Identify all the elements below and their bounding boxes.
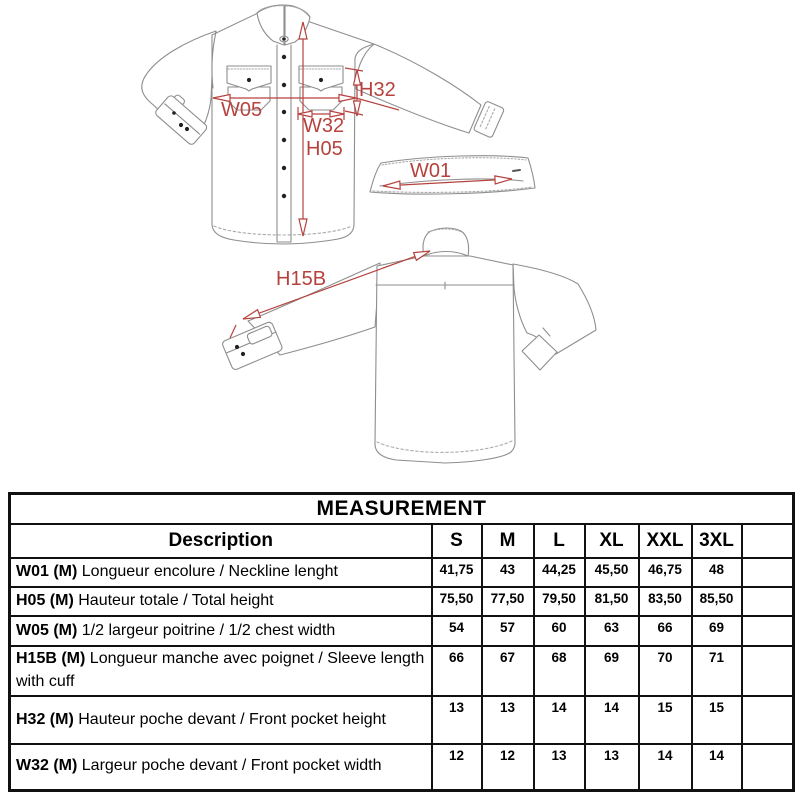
dim-label-h32: H32 — [359, 79, 396, 101]
value-cell: 14 — [534, 696, 585, 744]
collar-button — [282, 37, 286, 41]
row-description — [10, 587, 432, 616]
row-description — [10, 616, 432, 646]
shirt-back-view — [221, 228, 596, 463]
collar-buttonhole — [513, 170, 520, 171]
value-cell: 13 — [585, 744, 639, 790]
value-cell: 44,25 — [534, 558, 585, 587]
measurement-table — [8, 492, 795, 792]
measure-desc: Longueur encolure / Neckline lenght — [81, 563, 338, 581]
value-cell: 45,50 — [585, 558, 639, 587]
back-right-sleeve — [513, 264, 596, 354]
value-cell: 12 — [482, 744, 534, 790]
empty-cell — [742, 696, 794, 744]
cuff-button — [179, 123, 183, 127]
value-cell: 15 — [692, 696, 742, 744]
measure-code: H32 (M) — [16, 710, 74, 728]
empty-cell — [742, 587, 794, 616]
size-header-l: L — [534, 524, 585, 558]
cuff-button — [185, 127, 189, 131]
value-cell: 77,50 — [482, 587, 534, 616]
value-cell: 14 — [639, 744, 692, 790]
cuff-button — [235, 345, 239, 349]
value-cell: 54 — [432, 616, 482, 646]
measure-desc: 1/2 largeur poitrine / 1/2 chest width — [81, 621, 336, 639]
value-cell: 57 — [482, 616, 534, 646]
size-header-m: M — [482, 524, 534, 558]
dim-label-h05: H05 — [306, 138, 343, 160]
dim-label-w05: W05 — [221, 99, 263, 121]
measure-code: W01 (M) — [16, 563, 78, 581]
description-header: Description — [10, 524, 432, 558]
size-header-xxl: XXL — [639, 524, 692, 558]
value-cell: 85,50 — [692, 587, 742, 616]
value-cell: 63 — [585, 616, 639, 646]
table-row — [10, 696, 794, 744]
empty-cell — [742, 646, 794, 696]
cuff-button — [172, 111, 176, 115]
value-cell: 48 — [692, 558, 742, 587]
value-cell: 13 — [482, 696, 534, 744]
value-cell: 46,75 — [639, 558, 692, 587]
value-cell: 69 — [585, 646, 639, 696]
pocket-button — [247, 78, 251, 82]
value-cell: 81,50 — [585, 587, 639, 616]
front-right-pocket — [299, 66, 343, 110]
table-row — [10, 558, 794, 587]
dim-label-h15b: H15B — [276, 268, 327, 290]
row-description — [10, 696, 432, 744]
measure-desc: Hauteur poche devant / Front pocket height — [78, 710, 386, 728]
measure-code: H15B (M) — [16, 650, 86, 668]
table-title: MEASUREMENT — [10, 494, 794, 525]
measure-desc: Largeur poche devant / Front pocket width — [81, 757, 382, 775]
value-cell: 67 — [482, 646, 534, 696]
value-cell: 70 — [639, 646, 692, 696]
value-cell: 15 — [639, 696, 692, 744]
value-cell: 71 — [692, 646, 742, 696]
value-cell: 66 — [432, 646, 482, 696]
value-cell: 83,50 — [639, 587, 692, 616]
value-cell: 14 — [692, 744, 742, 790]
pocket-button — [319, 78, 323, 82]
row-description — [10, 646, 432, 696]
empty-header-cell — [742, 524, 794, 558]
front-body — [212, 13, 374, 244]
measure-desc: Longueur manche avec poignet / Sleeve length with cuff — [16, 650, 425, 690]
table-row — [10, 744, 794, 790]
dim-label-w32: W32 — [303, 115, 345, 137]
value-cell: 14 — [585, 696, 639, 744]
value-cell: 41,75 — [432, 558, 482, 587]
arrowhead — [243, 310, 260, 319]
value-cell: 12 — [432, 744, 482, 790]
measure-desc: Hauteur totale / Total height — [78, 592, 274, 610]
empty-cell — [742, 744, 794, 790]
measure-code: W32 (M) — [16, 757, 78, 775]
value-cell: 60 — [534, 616, 585, 646]
size-header-3xl: 3XL — [692, 524, 742, 558]
empty-cell — [742, 616, 794, 646]
table-row — [10, 587, 794, 616]
value-cell: 68 — [534, 646, 585, 696]
size-header-s: S — [432, 524, 482, 558]
size-header-xl: XL — [585, 524, 639, 558]
measure-code: H05 (M) — [16, 592, 74, 610]
dim-label-w01: W01 — [410, 160, 452, 182]
back-left-cuff — [221, 321, 283, 371]
measure-code: W05 (M) — [16, 621, 78, 639]
cuff-button — [241, 352, 245, 356]
empty-cell — [742, 558, 794, 587]
table-row — [10, 646, 794, 696]
value-cell: 13 — [534, 744, 585, 790]
value-cell: 75,50 — [432, 587, 482, 616]
row-description — [10, 558, 432, 587]
value-cell: 66 — [639, 616, 692, 646]
row-description — [10, 744, 432, 790]
table-row — [10, 616, 794, 646]
value-cell: 13 — [432, 696, 482, 744]
value-cell: 69 — [692, 616, 742, 646]
value-cell: 43 — [482, 558, 534, 587]
value-cell: 79,50 — [534, 587, 585, 616]
